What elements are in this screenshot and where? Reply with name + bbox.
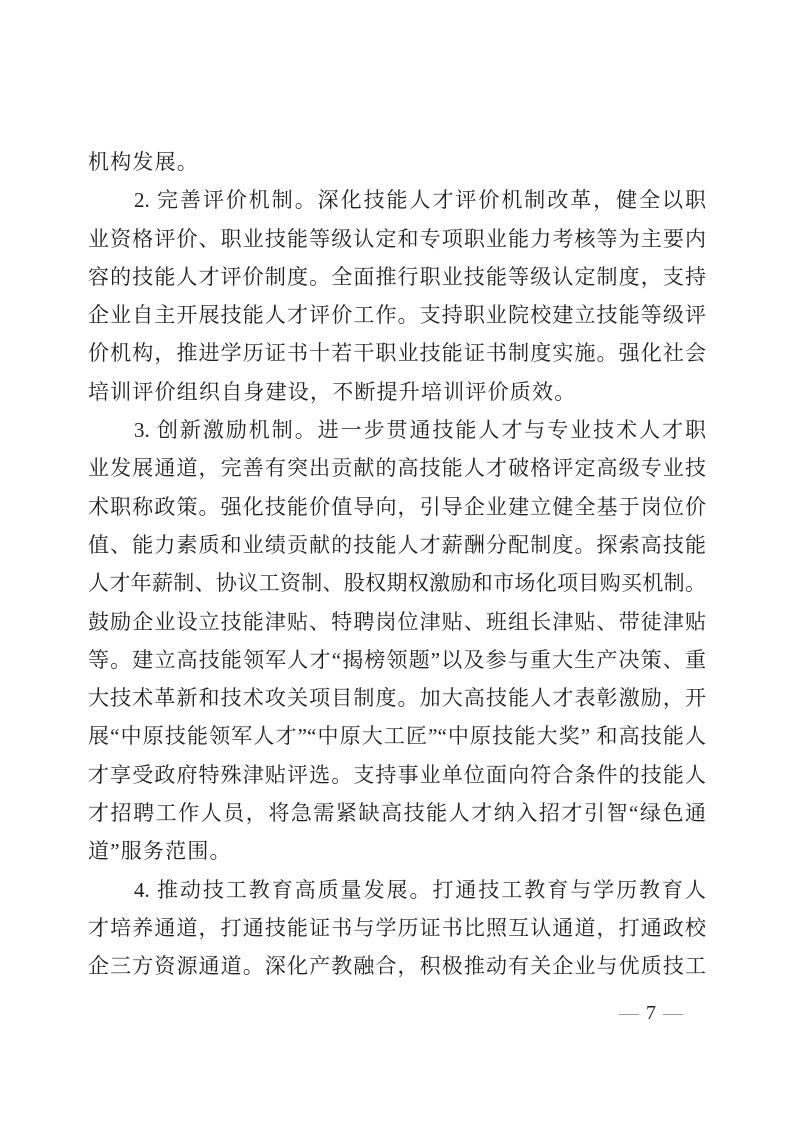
- text-line: 企三方资源通道。深化产教融合，积极推动有关企业与优质技工: [88, 954, 706, 979]
- text-line: 业资格评价、职业技能等级认定和专项职业能力考核等为主要内: [88, 226, 706, 251]
- text-line-paragraph-3-start: 3. 创新激励机制。进一步贯通技能人才与专业技术人才职: [134, 418, 706, 443]
- text-line: 才培养通道，打通技能证书与学历证书比照互认通道，打通政校: [88, 915, 706, 940]
- document-body: [88, 143, 706, 986]
- text-line: 人才年薪制、协议工资制、股权期权激励和市场化项目购买机制。: [88, 571, 706, 596]
- text-line: 才享受政府特殊津贴评选。支持事业单位面向符合条件的技能人: [88, 762, 706, 787]
- text-line: 才招聘工作人员，将急需紧缺高技能人才纳入招才引智“绿色通: [88, 801, 706, 826]
- page-number-value: 7: [646, 1002, 656, 1024]
- text-line: 价机构，推进学历证书十若干职业技能证书制度实施。强化社会: [88, 341, 706, 366]
- text-line: 大技术革新和技术攻关项目制度。加大高技能人才表彰激励，开: [88, 686, 706, 711]
- page-number-dash-right: —: [663, 1002, 683, 1024]
- text-line: 企业自主开展技能人才评价工作。支持职业院校建立技能等级评: [88, 303, 706, 328]
- text-line: 鼓励企业设立技能津贴、特聘岗位津贴、班组长津贴、带徒津贴: [88, 609, 706, 634]
- text-line-paragraph-2-start: 2. 完善评价机制。深化技能人才评价机制改革，健全以职: [134, 188, 706, 213]
- text-line: 机构发展。: [88, 150, 199, 174]
- text-line: 展“中原技能领军人才”“中原大工匠”“中原技能大奖” 和高技能人: [88, 724, 706, 749]
- text-line: 业发展通道，完善有突出贡献的高技能人才破格评定高级专业技: [88, 456, 706, 481]
- text-line: 培训评价组织自身建设，不断提升培训评价质效。: [88, 379, 577, 404]
- text-line: 术职称政策。强化技能价值导向，引导企业建立健全基于岗位价: [88, 494, 706, 519]
- text-line-paragraph-4-start: 4. 推动技工教育高质量发展。打通技工教育与学历教育人: [134, 877, 706, 902]
- page-number: [619, 999, 683, 1027]
- text-line: 等。建立高技能领军人才“揭榜领题”以及参与重大生产决策、重: [88, 647, 706, 672]
- page-number-dash-left: —: [619, 1002, 639, 1024]
- text-line: 容的技能人才评价制度。全面推行职业技能等级认定制度，支持: [88, 264, 706, 289]
- text-line: 值、能力素质和业绩贡献的技能人才薪酬分配制度。探索高技能: [88, 532, 706, 557]
- text-line: 道”服务范围。: [88, 839, 232, 864]
